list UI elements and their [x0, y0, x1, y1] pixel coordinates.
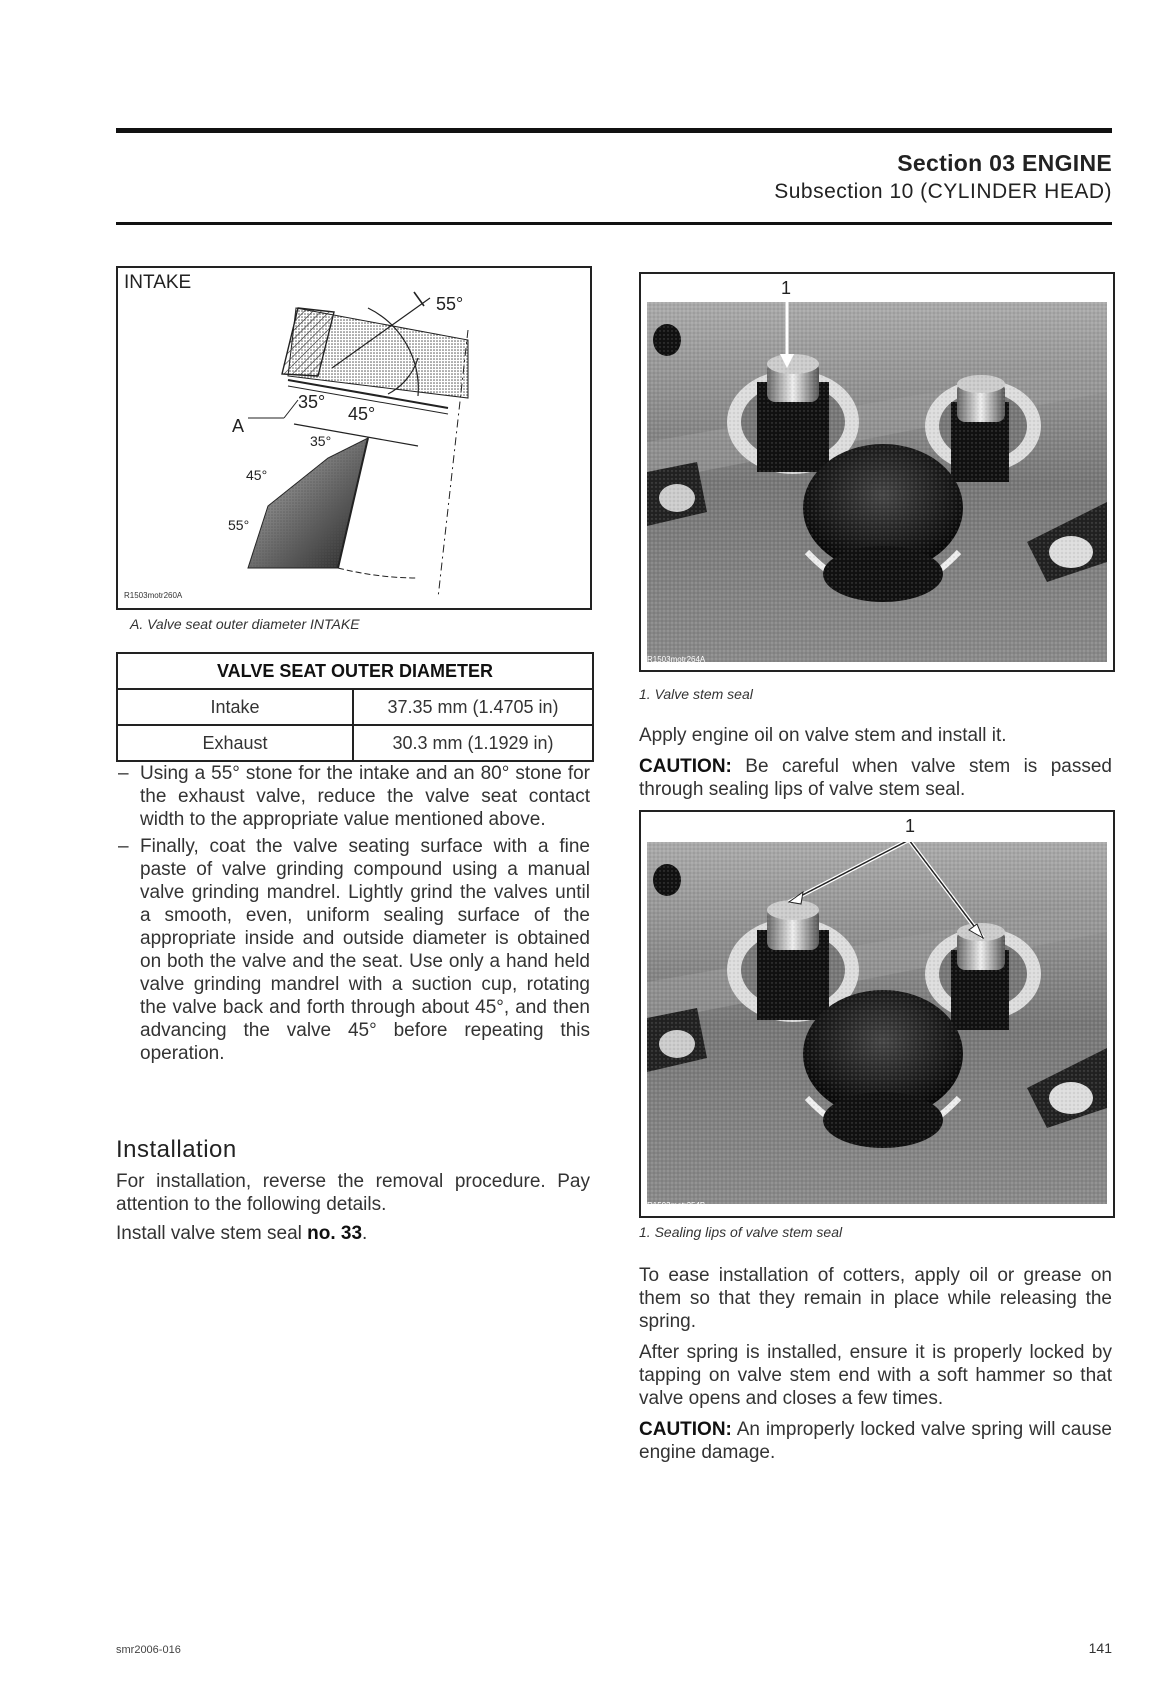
- bullet-item: – Finally, coat the valve seating surface with a fine paste of valve grinding compound using a manual valve grinding mandrel. Lightly grind the valves until a smooth, even, uniform sealing surface of the appropriate inside and outside diameter is obtained on both the valve and the seat. Use only a hand held valve grinding mandrel with a suction cup, rotating the valve back and forth through about 45°, and then advancing the valve 45° before repeating this operation.: [118, 836, 590, 1064]
- valve-seat-table: [116, 652, 594, 762]
- valve-seat-table-wrap: [116, 652, 590, 762]
- page-number: 141: [1088, 1640, 1112, 1656]
- engine-photo: [647, 842, 1107, 1204]
- bullet-text: Using a 55° stone for the intake and an 80° stone for the exhaust valve, reduce the valve seat contact width to the appropriate value mentioned above.: [140, 763, 590, 830]
- valve-stem-seal-photo: [639, 272, 1115, 672]
- oil-paragraph: Apply engine oil on valve stem and install it.: [639, 725, 1007, 746]
- installation-section: [116, 1136, 590, 1245]
- angle-label-lower-55: 55°: [228, 517, 250, 533]
- cotters-paragraph: To ease installation of cotters, apply oil or grease on them so that they remain in place while releasing the spring.: [639, 1265, 1112, 1332]
- table-cell-name: Intake: [117, 689, 353, 725]
- table-title: VALVE SEAT OUTER DIAMETER: [117, 653, 593, 689]
- part-number: no. 33: [307, 1223, 363, 1244]
- caution-2: CAUTION: An improperly locked valve spring will cause engine damage.: [639, 1419, 1112, 1463]
- header-rule-bottom: [116, 222, 1112, 225]
- bullet-text: Finally, coat the valve seating surface with a fine paste of valve grinding compound using a manual valve grinding mandrel. Lightly grind the valves until a smooth, even, uniform sealing surface of the appropriate inside and outside diameter is obtained on both the valve and the seat. Use only a hand held valve grinding mandrel with a suction cup, rotating the valve back and forth through about 45°, and then advancing the valve 45° before repeating this operation.: [140, 836, 590, 1064]
- sealing-lips-photo: [639, 810, 1115, 1218]
- engine-photo: [647, 302, 1107, 662]
- right-text-block-1: [639, 724, 1112, 801]
- figure1-caption: A. Valve seat outer diameter INTAKE: [130, 616, 360, 632]
- table-row: [117, 725, 593, 761]
- table-cell-name: Exhaust: [117, 725, 353, 761]
- table-row: [117, 689, 593, 725]
- figure-code: R1503motr260A: [124, 591, 183, 600]
- section-title: Section 03 ENGINE: [897, 150, 1112, 176]
- figure-label: INTAKE: [124, 272, 192, 293]
- caution-1: CAUTION: Be careful when valve stem is passed through sealing lips of valve stem seal.: [639, 756, 1112, 800]
- marker-a: A: [232, 416, 245, 436]
- angle-label-lower-45: 45°: [246, 467, 268, 483]
- procedure-bullets: [116, 762, 590, 1069]
- intake-valve-seat-figure: [116, 266, 592, 610]
- spring-paragraph: After spring is installed, ensure it is properly locked by tapping on valve stem end with a soft hammer so that valve opens and closes a few times.: [639, 1342, 1112, 1409]
- angle-label-lower-35: 35°: [310, 433, 332, 449]
- caution-label: CAUTION:: [639, 1419, 732, 1440]
- table-cell-value: 37.35 mm (1.4705 in): [353, 689, 593, 725]
- installation-seal-note: Install valve stem seal no. 33.: [116, 1223, 368, 1244]
- callout-number: 1: [781, 278, 792, 298]
- subsection-title: Subsection 10 (CYLINDER HEAD): [774, 180, 1112, 203]
- bullet-item: – Using a 55° stone for the intake and an 80° stone for the exhaust valve, reduce the valve seat contact width to the appropriate value mentioned above.: [118, 763, 590, 830]
- installation-heading: Installation: [116, 1136, 237, 1163]
- figure3-caption: 1. Sealing lips of valve stem seal: [639, 1224, 843, 1240]
- caution-label: CAUTION:: [639, 756, 732, 777]
- figure2-caption: 1. Valve stem seal: [639, 686, 753, 702]
- valve-seat-diagram: [118, 268, 590, 608]
- angle-label-top-55: 55°: [436, 294, 464, 314]
- header-rule-top: [116, 128, 1112, 133]
- figure-code: R1503motr254B: [647, 1201, 706, 1210]
- angle-label-45: 45°: [348, 404, 376, 424]
- footer-code: smr2006-016: [116, 1644, 181, 1656]
- installation-paragraph: For installation, reverse the removal procedure. Pay attention to the following details.: [116, 1171, 590, 1215]
- right-text-block-2: [639, 1264, 1112, 1464]
- callout-number: 1: [905, 816, 916, 836]
- table-cell-value: 30.3 mm (1.1929 in): [353, 725, 593, 761]
- figure-code: R1503motr264A: [647, 655, 706, 664]
- angle-label-35: 35°: [298, 392, 326, 412]
